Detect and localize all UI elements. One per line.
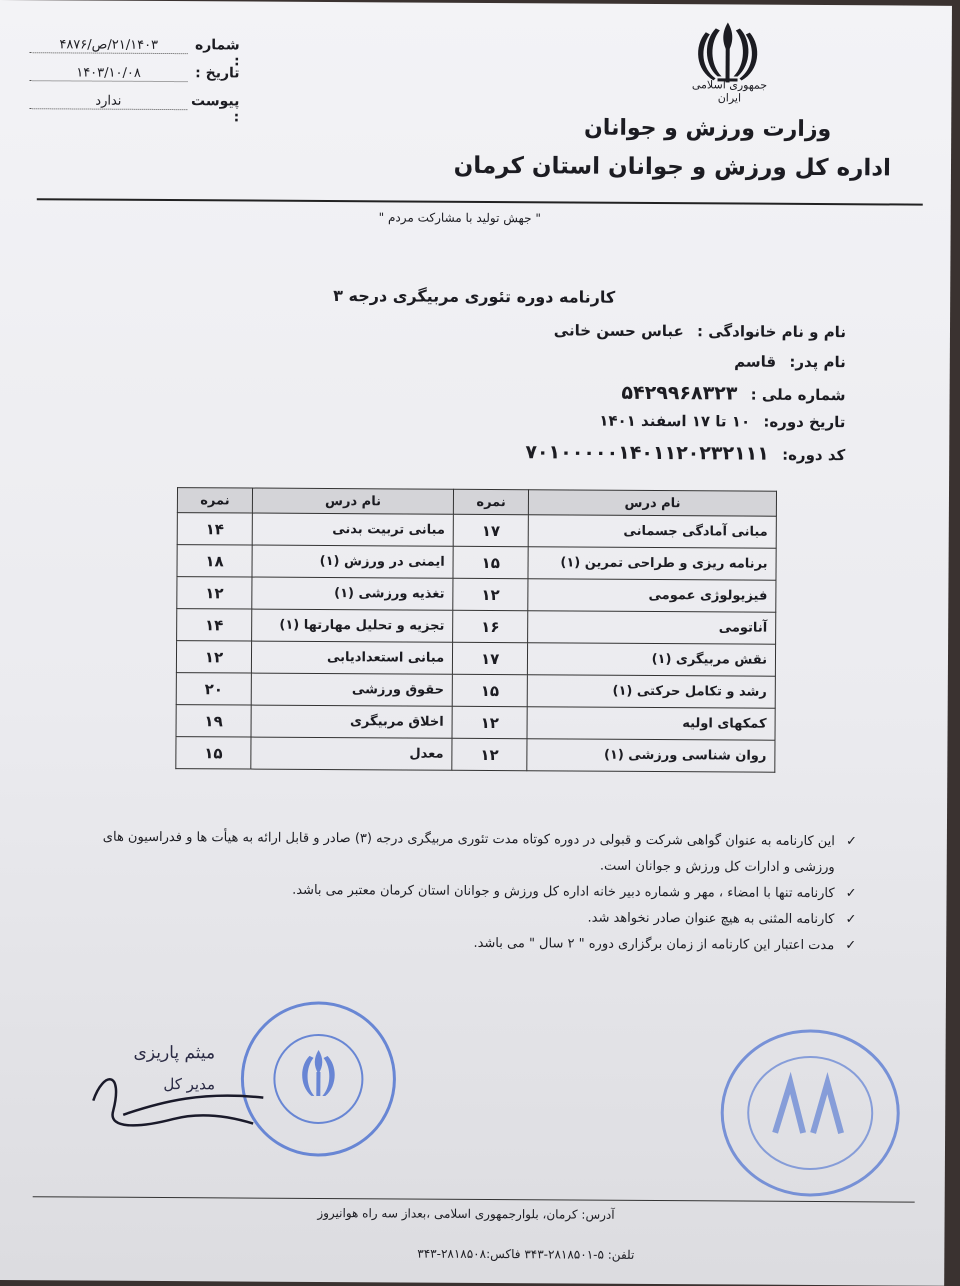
course-name: مبانی آمادگی جسمانی	[528, 515, 776, 549]
course-grade: ۱۷	[453, 642, 528, 674]
table-row	[176, 641, 775, 677]
info-national-id	[526, 381, 846, 413]
meta-attachment-value: ندارد	[29, 93, 187, 110]
meta-date-label: تاریخ :	[195, 65, 240, 82]
meta-date	[29, 64, 239, 93]
table-row	[176, 673, 775, 709]
info-course-code-label: کد دوره:	[782, 445, 846, 465]
info-course-code-value: ۷۰۱۰۰۰۰۰۱۴۰۱۱۲۰۲۳۲۱۱۱	[525, 441, 769, 465]
course-grade: ۱۲	[176, 641, 251, 673]
info-period-value: ۱۰ تا ۱۷ اسفند ۱۴۰۱	[599, 411, 751, 431]
info-name	[526, 321, 846, 353]
info-national-id-label: شماره ملی :	[750, 385, 846, 405]
course-grade: ۱۵	[452, 674, 527, 706]
header-course-right: نام درس	[529, 490, 777, 517]
footer-phone: تلفن: ۵-۲۸۱۸۵۰۱-۳۴۳ فاکس:۲۸۱۸۵۰۸-۳۴۳	[417, 1246, 635, 1262]
course-grade: ۱۴	[177, 609, 252, 641]
course-grade: ۱۴	[177, 513, 252, 545]
table-row	[177, 609, 776, 645]
note-text: این کارنامه به عنوان گواهی شرکت و قبولی در دوره کوتاه مدت تئوری مربیگری درجه (۳) صادر و قابل ارائه به هیأت ها و فدراسیون های ورزشی و ادارات کل ورزش و جوانان است.	[102, 829, 835, 876]
ministry-name: وزارت ورزش و جوانان	[583, 115, 832, 143]
slogan: " جهش تولید با مشارکت مردم "	[378, 210, 541, 226]
header-grade-left: نمره	[177, 488, 252, 513]
note-text: مدت اعتبار این کارنامه از زمان برگزاری دوره " ۲ سال " می باشد.	[473, 935, 835, 954]
meta-attachment-label: پیوست :	[190, 93, 240, 126]
average-value: ۱۵	[176, 737, 251, 769]
info-period	[525, 411, 845, 443]
info-period-label: تاریخ دوره:	[763, 412, 846, 432]
document-title: کارنامه دوره تئوری مربیگری درجه ۳	[333, 286, 616, 307]
info-name-label: نام و نام خانوادگی :	[696, 322, 847, 342]
directorate-name: اداره کل ورزش و جوانان استان کرمان	[453, 152, 892, 182]
meta-date-value: ۱۴۰۳/۱۰/۰۸	[30, 65, 188, 82]
course-grade: ۱۲	[452, 738, 527, 770]
course-grade: ۱۲	[177, 577, 252, 609]
checkmark-icon: ✓	[845, 912, 857, 928]
course-name: نقش مربیگری (۱)	[528, 643, 776, 677]
header-divider	[37, 198, 923, 205]
course-name: ایمنی در ورزش (۱)	[252, 545, 453, 578]
info-father-label: نام پدر:	[789, 352, 846, 372]
course-grade: ۱۷	[453, 514, 528, 546]
emblem-caption: جمهوری اسلامی ایران	[691, 78, 768, 105]
info-national-id-value: ۵۴۲۹۹۶۸۳۲۳	[621, 381, 738, 405]
table-row	[176, 737, 775, 773]
course-name: تغذیه ورزشی (۱)	[252, 577, 453, 610]
table-row	[177, 577, 776, 613]
checkmark-icon: ✓	[845, 886, 857, 902]
meta-number-value: ۲۱/۱۴۰۳/ص/۴۸۷۶	[30, 37, 188, 54]
student-info	[525, 321, 846, 473]
table-row	[177, 545, 776, 581]
meta-number-label: شماره :	[194, 37, 240, 70]
info-course-code	[525, 441, 845, 473]
course-name: مبانی استعدادیابی	[251, 641, 452, 674]
meta-attachment	[29, 92, 240, 126]
letter-meta	[29, 36, 240, 126]
note-text: کارنامه تنها با امضاء ، مهر و شماره دبیر خانه اداره کل ورزش و جوانان استان کرمان معتبر می باشد.	[292, 882, 835, 902]
course-name: آناتومی	[528, 611, 776, 645]
grades-header-row	[177, 488, 776, 517]
header-course-left: نام درس	[252, 488, 453, 514]
course-name: برنامه ریزی و طراحی تمرین (۱)	[528, 547, 776, 581]
course-grade: ۱۵	[453, 546, 528, 578]
signer-title: مدیر کل	[163, 1075, 216, 1094]
signer-name: میثم پاریزی	[133, 1042, 216, 1064]
course-name: روان شناسی ورزشی (۱)	[527, 739, 775, 773]
notes-list	[86, 825, 857, 960]
course-grade: ۲۰	[176, 673, 251, 705]
footer-address: آدرس: کرمان، بلوارجمهوری اسلامی ،بعداز سه راه هوانیروز	[317, 1205, 615, 1222]
course-name: مبانی تربیت بدنی	[252, 513, 453, 546]
secretariat-stamp-icon	[715, 1022, 906, 1203]
checkmark-icon: ✓	[845, 938, 857, 954]
course-grade: ۱۲	[452, 706, 527, 738]
header-grade-right: نمره	[454, 489, 529, 514]
note-item	[87, 825, 857, 882]
course-name: کمکهای اولیه	[527, 707, 775, 741]
course-name: فیزیولوژی عمومی	[528, 579, 776, 613]
info-father	[526, 351, 846, 383]
average-label: معدل	[251, 737, 452, 770]
table-row	[177, 513, 776, 549]
note-item	[86, 929, 856, 960]
course-grade: ۱۸	[177, 545, 252, 577]
info-father-value: قاسم	[734, 352, 777, 371]
table-row	[176, 705, 775, 741]
course-name: رشد و تکامل حرکتی (۱)	[527, 675, 775, 709]
meta-number	[30, 36, 240, 70]
note-text: کارنامه المثنی به هیچ عنوان صادر نخواهد شد.	[587, 910, 835, 928]
course-grade: ۱۶	[453, 610, 528, 642]
course-name: اخلاق مربیگری	[251, 705, 452, 738]
grades-table	[175, 487, 777, 773]
course-name: حقوق ورزشی	[251, 673, 452, 706]
course-grade: ۱۹	[176, 705, 251, 737]
checkmark-icon: ✓	[845, 834, 857, 850]
course-grade: ۱۲	[453, 578, 528, 610]
info-name-value: عباس حسن خانی	[553, 321, 684, 341]
course-name: تجزیه و تحلیل مهارتها (۱)	[252, 609, 453, 642]
